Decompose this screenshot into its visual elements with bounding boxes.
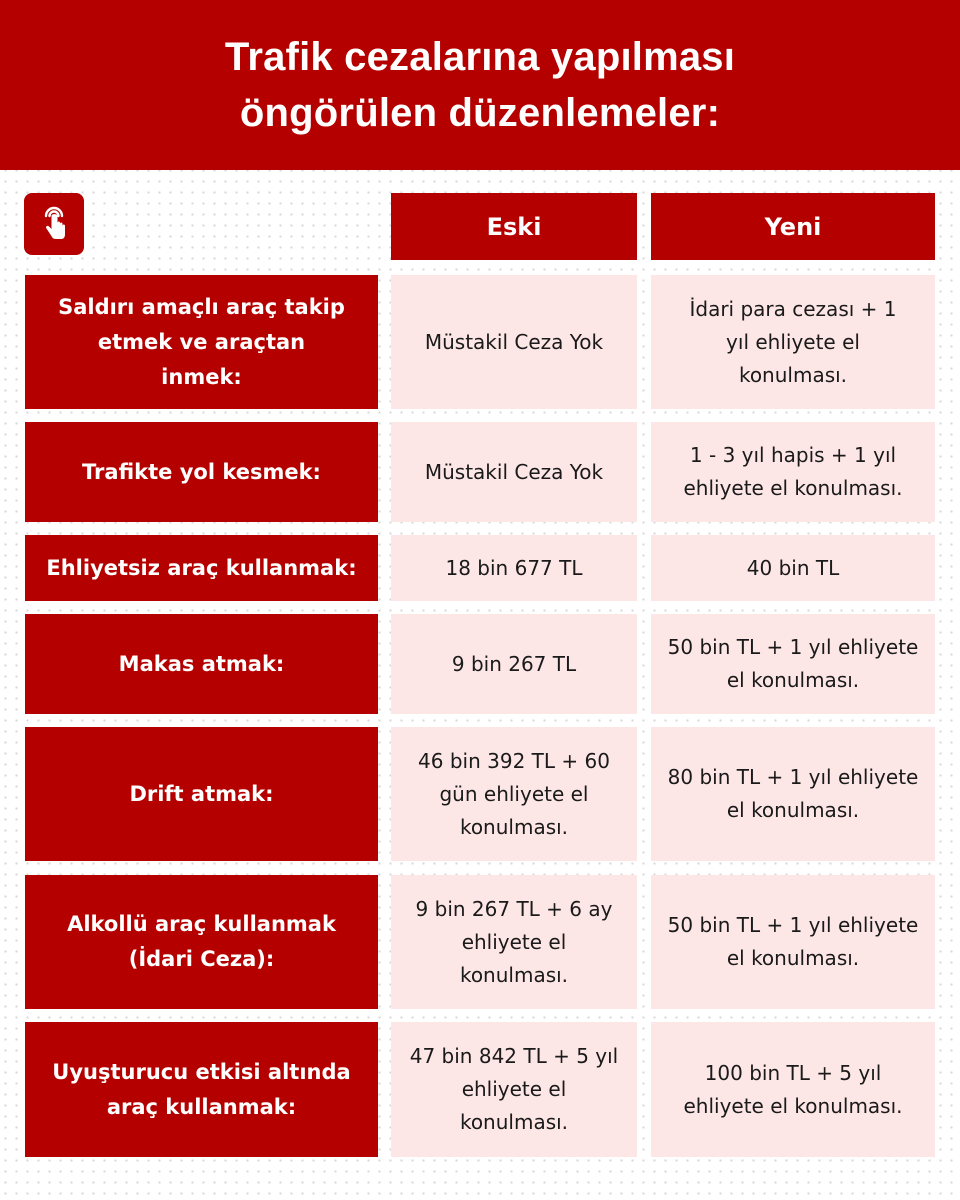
eski-value: 46 bin 392 TL + 60 gün ehliyete el konulması. <box>391 727 637 861</box>
row-label: Ehliyetsiz araç kullanmak: <box>25 535 378 601</box>
page-title-line-1: Trafik cezalarına yapılması <box>224 35 736 79</box>
row-label: Uyuşturucu etkisi altında araç kullanmak: <box>25 1022 378 1157</box>
eski-value: Müstakil Ceza Yok <box>391 275 637 409</box>
eski-value: Müstakil Ceza Yok <box>391 422 637 522</box>
table-row <box>0 875 960 1009</box>
table-row <box>0 535 960 601</box>
row-label: Trafikte yol kesmek: <box>25 422 378 522</box>
row-label: Makas atmak: <box>25 614 378 714</box>
table-row <box>0 422 960 522</box>
table-row <box>0 727 960 861</box>
yeni-value: 1 - 3 yıl hapis + 1 yıl ehliyete el konulması. <box>651 422 935 522</box>
page-header <box>0 0 960 170</box>
eski-value: 9 bin 267 TL + 6 ay ehliyete el konulması. <box>391 875 637 1009</box>
yeni-value: 100 bin TL + 5 yıl ehliyete el konulması. <box>651 1022 935 1157</box>
page-title-line-2: öngörülen düzenlemeler: <box>239 91 721 135</box>
table-row <box>0 275 960 409</box>
row-label: Saldırı amaçlı araç takip etmek ve araçtan inmek: <box>25 275 378 409</box>
column-header-eski: Eski <box>391 193 637 260</box>
yeni-value: 50 bin TL + 1 yıl ehliyete el konulması. <box>651 875 935 1009</box>
yeni-value: 80 bin TL + 1 yıl ehliyete el konulması. <box>651 727 935 861</box>
column-header-yeni: Yeni <box>651 193 935 260</box>
eski-value: 18 bin 677 TL <box>391 535 637 601</box>
touch-hand-icon <box>24 193 84 255</box>
eski-value: 9 bin 267 TL <box>391 614 637 714</box>
eski-value: 47 bin 842 TL + 5 yıl ehliyete el konulması. <box>391 1022 637 1157</box>
row-label: Alkollü araç kullanmak (İdari Ceza): <box>25 875 378 1009</box>
table-row <box>0 1022 960 1157</box>
yeni-value: 40 bin TL <box>651 535 935 601</box>
row-label: Drift atmak: <box>25 727 378 861</box>
yeni-value: İdari para cezası + 1 yıl ehliyete el konulması. <box>651 275 935 409</box>
yeni-value: 50 bin TL + 1 yıl ehliyete el konulması. <box>651 614 935 714</box>
table-row <box>0 614 960 714</box>
